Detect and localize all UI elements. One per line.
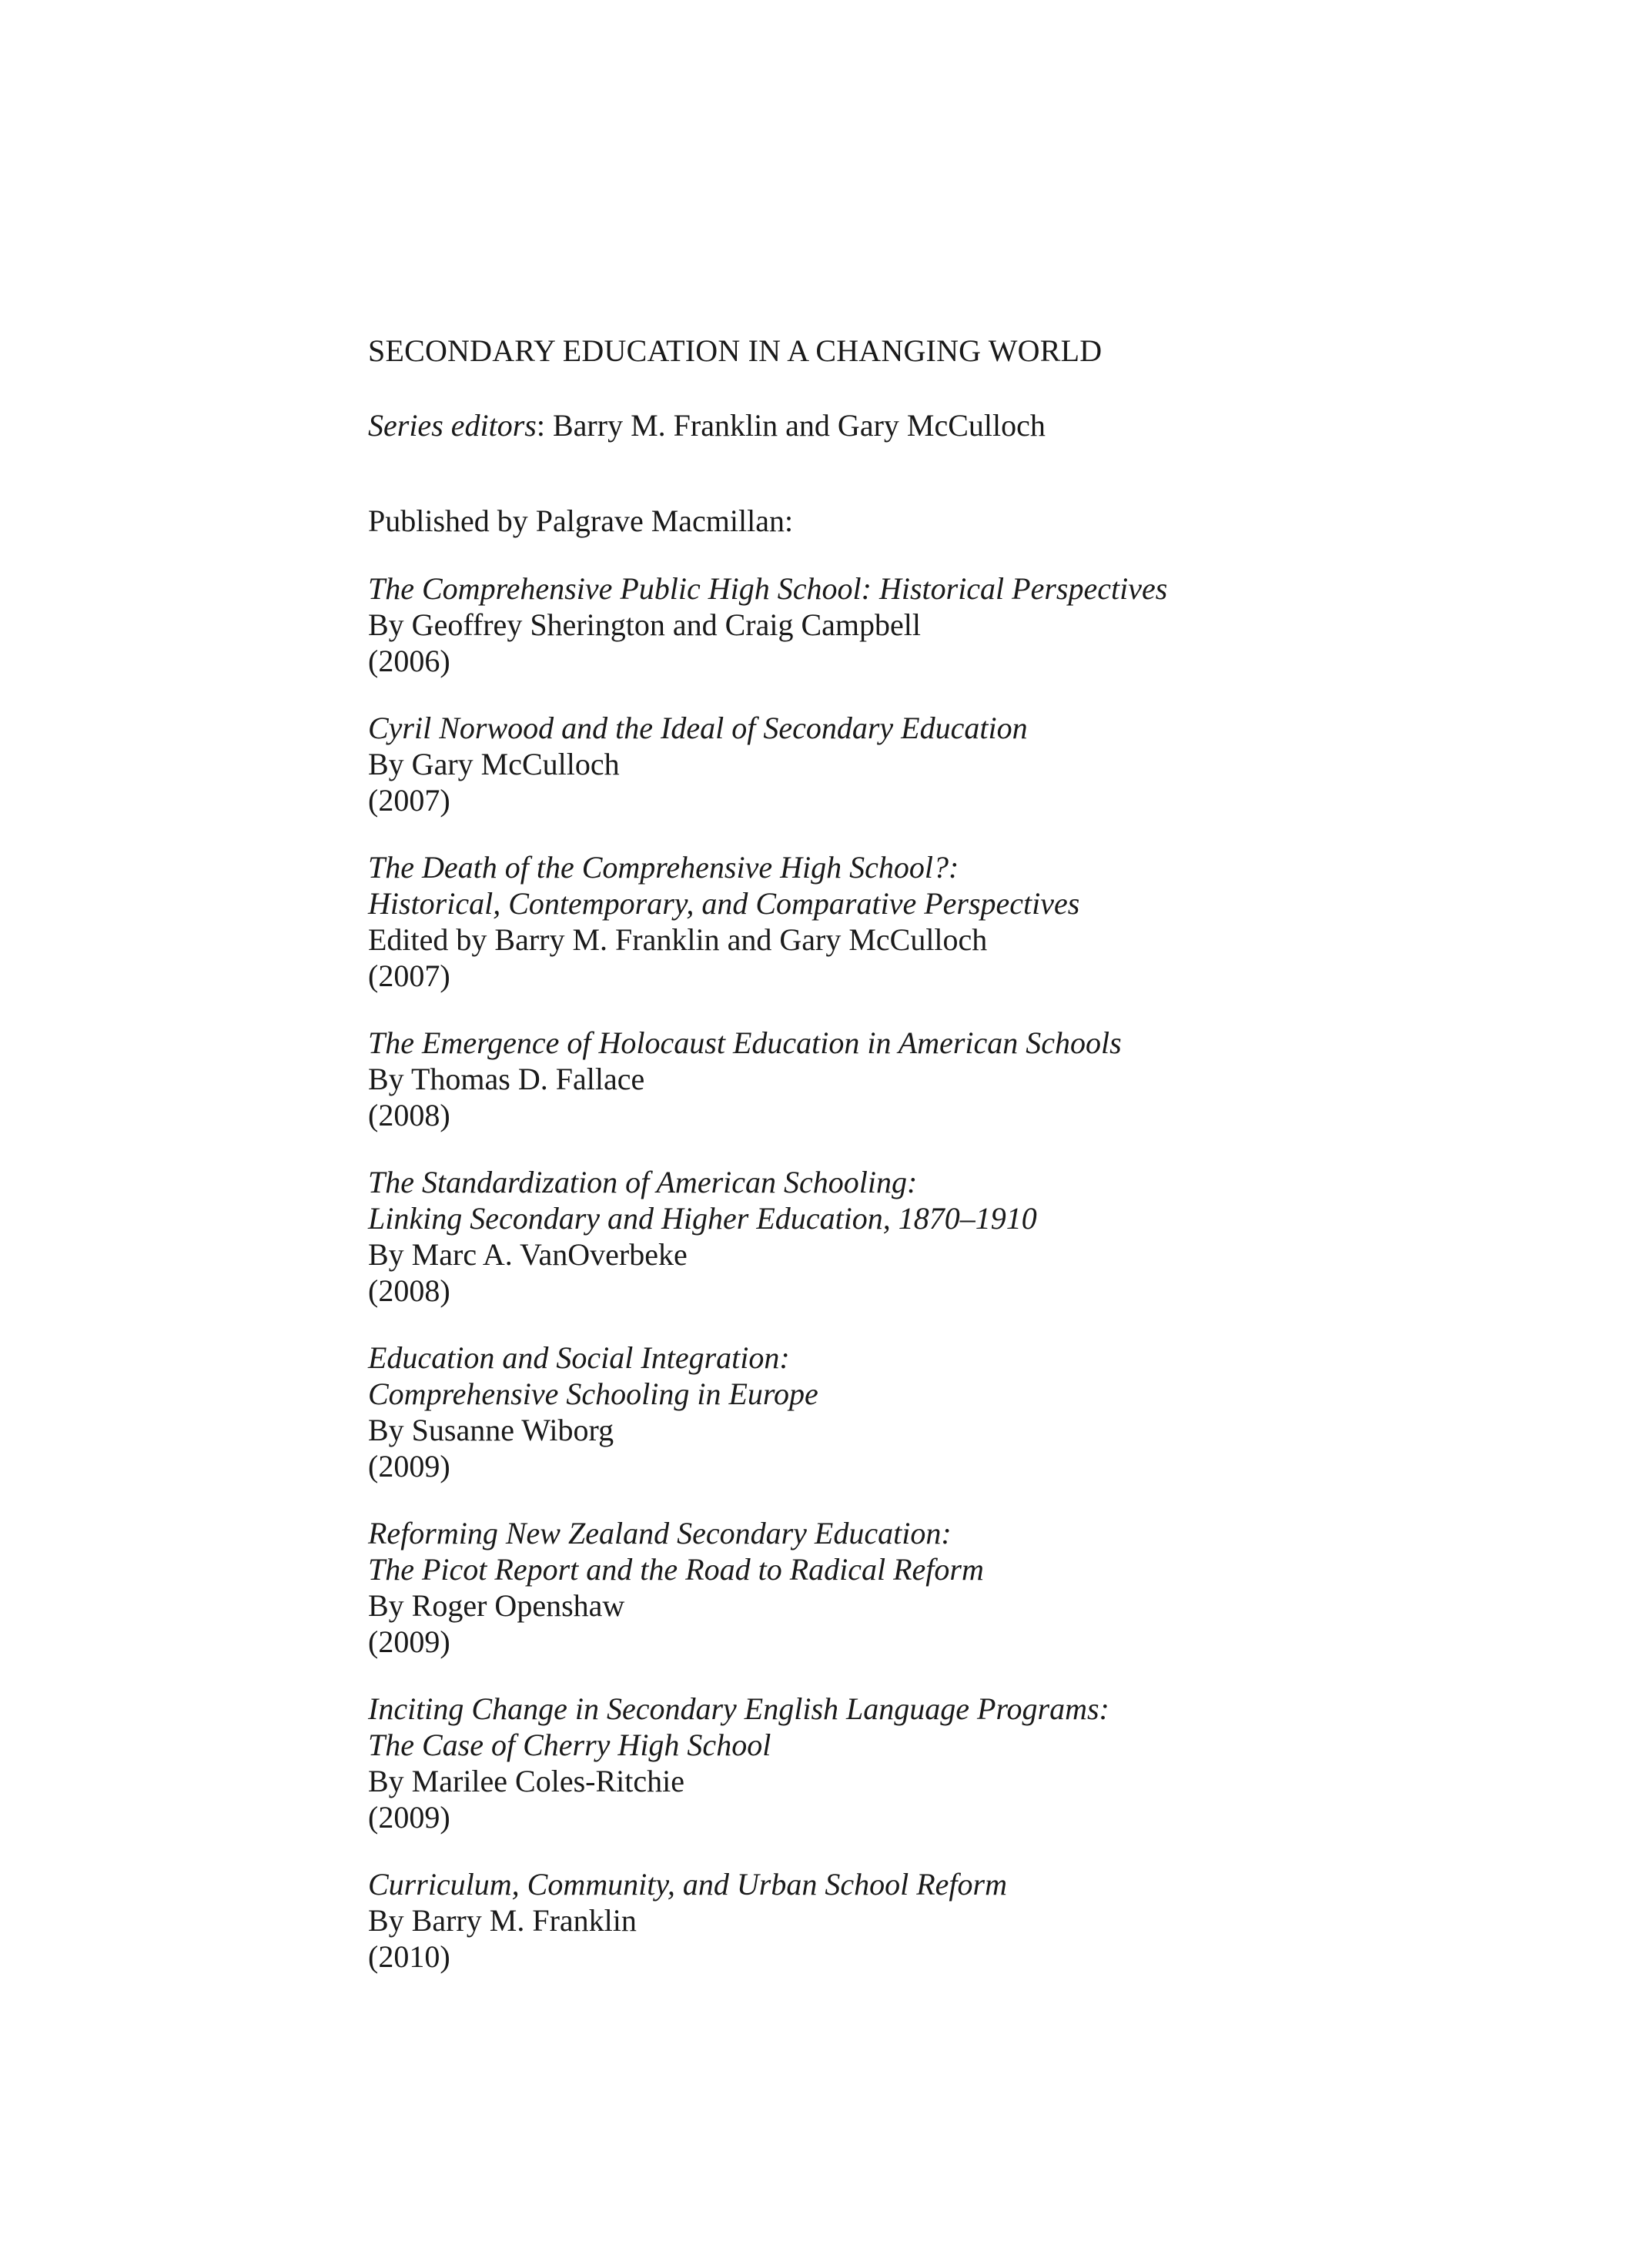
book-year: (2007) xyxy=(368,783,450,818)
series-page xyxy=(368,333,1554,2005)
book-entry xyxy=(368,849,1554,994)
book-list xyxy=(368,570,1554,1975)
book-title: Linking Secondary and Higher Education, 1870–1910 xyxy=(368,1201,1037,1236)
book-title: The Picot Report and the Road to Radical Reform xyxy=(368,1552,984,1587)
series-editors-names: : Barry M. Franklin and Gary McCulloch xyxy=(536,408,1046,443)
book-entry xyxy=(368,570,1554,679)
book-entry xyxy=(368,710,1554,818)
book-title: Inciting Change in Secondary English Language Programs: xyxy=(368,1691,1109,1726)
book-year: (2009) xyxy=(368,1624,450,1659)
book-entry xyxy=(368,1866,1554,1975)
book-entry xyxy=(368,1340,1554,1484)
book-byline: By Marilee Coles-Ritchie xyxy=(368,1764,685,1798)
book-entry xyxy=(368,1164,1554,1309)
book-year: (2008) xyxy=(368,1273,450,1308)
book-title: Curriculum, Community, and Urban School Reform xyxy=(368,1867,1007,1902)
book-year: (2008) xyxy=(368,1098,450,1132)
publisher-line: Published by Palgrave Macmillan: xyxy=(368,503,794,538)
series-title: SECONDARY EDUCATION IN A CHANGING WORLD xyxy=(368,333,1103,368)
series-editors xyxy=(368,407,1554,444)
book-byline: By Barry M. Franklin xyxy=(368,1903,637,1938)
book-year: (2009) xyxy=(368,1800,450,1835)
book-title: Cyril Norwood and the Ideal of Secondary Education xyxy=(368,711,1028,745)
series-editors-label: Series editors xyxy=(368,408,537,443)
book-title: Education and Social Integration: xyxy=(368,1340,790,1375)
book-year: (2007) xyxy=(368,958,450,993)
book-byline: By Roger Openshaw xyxy=(368,1588,625,1623)
book-title: Historical, Contemporary, and Comparative Perspectives xyxy=(368,886,1080,921)
book-entry xyxy=(368,1515,1554,1660)
book-year: (2009) xyxy=(368,1449,450,1484)
book-year: (2010) xyxy=(368,1939,450,1974)
book-title: The Comprehensive Public High School: Historical Perspectives xyxy=(368,571,1168,606)
book-byline: Edited by Barry M. Franklin and Gary McCulloch xyxy=(368,922,988,957)
book-title: The Case of Cherry High School xyxy=(368,1728,771,1762)
book-byline: By Susanne Wiborg xyxy=(368,1413,614,1447)
book-byline: By Marc A. VanOverbeke xyxy=(368,1237,688,1272)
book-entry xyxy=(368,1025,1554,1133)
book-title: Comprehensive Schooling in Europe xyxy=(368,1377,818,1411)
book-byline: By Thomas D. Fallace xyxy=(368,1062,645,1096)
book-title: The Death of the Comprehensive High School?: xyxy=(368,850,959,885)
book-title: The Emergence of Holocaust Education in American Schools xyxy=(368,1025,1122,1060)
book-title: The Standardization of American Schooling: xyxy=(368,1165,918,1199)
book-byline: By Gary McCulloch xyxy=(368,747,620,781)
book-entry xyxy=(368,1691,1554,1835)
book-byline: By Geoffrey Sherington and Craig Campbell xyxy=(368,607,922,642)
book-year: (2006) xyxy=(368,644,450,678)
book-title: Reforming New Zealand Secondary Education: xyxy=(368,1516,952,1550)
